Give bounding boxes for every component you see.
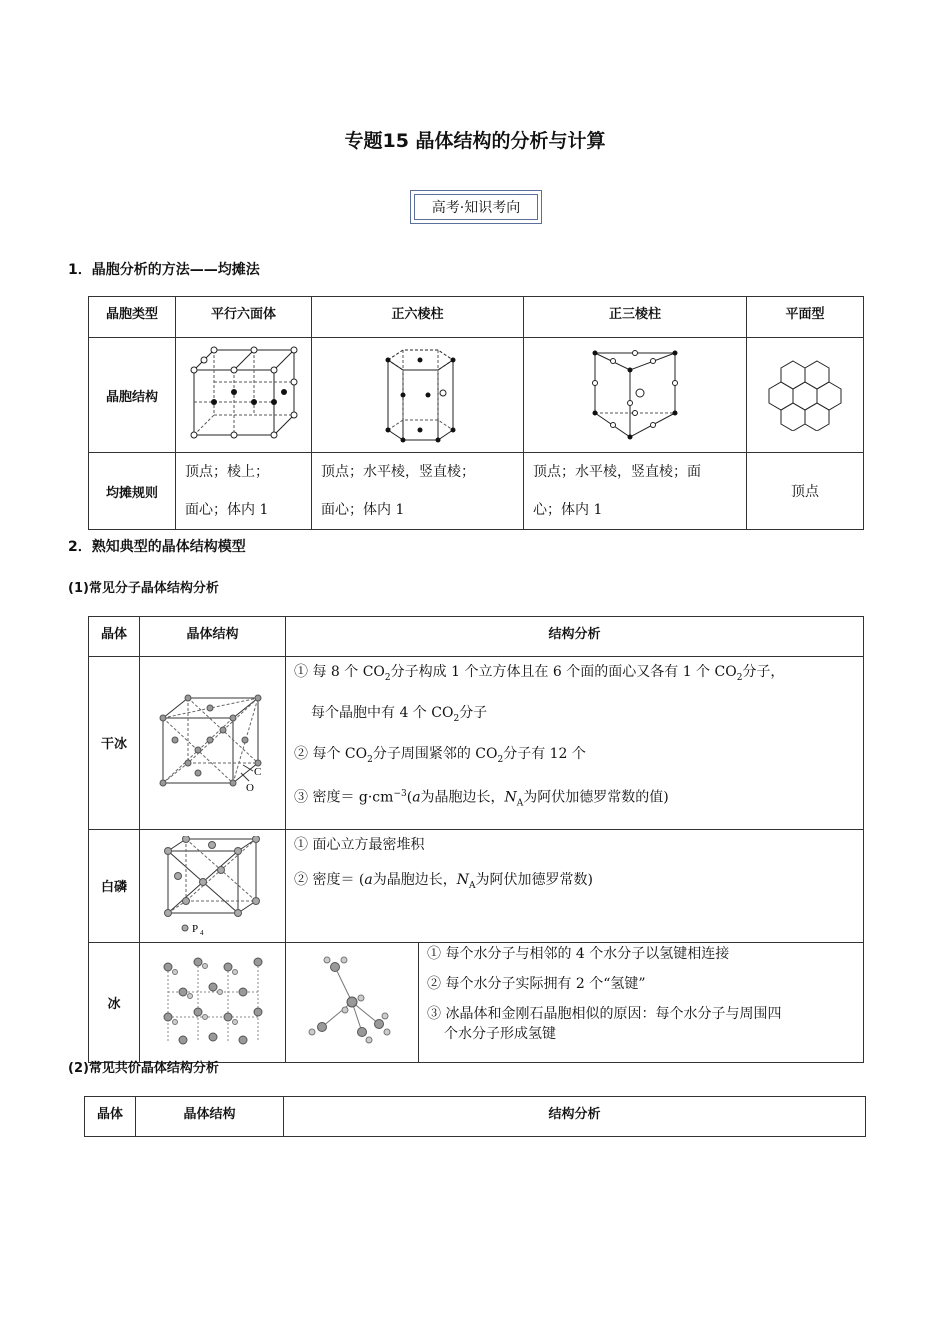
covalent-crystal-table xyxy=(84,1096,866,1137)
row-label-rule: 均摊规则 xyxy=(89,453,176,530)
ice-analysis xyxy=(419,942,864,1062)
covalent-header-analysis: 结构分析 xyxy=(284,1097,866,1137)
rule-parallelepiped xyxy=(176,453,312,530)
white-p-point1: ① 面心立方最密堆积 xyxy=(294,836,425,853)
planar-honeycomb-figure xyxy=(747,338,864,453)
header-crystal: 晶体 xyxy=(89,617,140,657)
header-planar: 平面型 xyxy=(747,297,864,338)
dry-ice-analysis xyxy=(286,657,864,830)
section1-heading: 1．晶胞分析的方法——均摊法 xyxy=(68,262,260,278)
covalent-header-structure: 晶体结构 xyxy=(136,1097,284,1137)
triangular-prism-figure xyxy=(524,338,747,453)
unit-cell-method-table xyxy=(88,296,864,530)
dry-ice-figure xyxy=(140,657,286,830)
topic-badge xyxy=(410,190,542,224)
ice-point2: ② 每个水分子实际拥有 2 个“氢键” xyxy=(427,975,646,992)
rule-tri-line2: 心；体内 1 xyxy=(533,502,603,518)
rule-hex-line1: 顶点；水平棱，竖直棱； xyxy=(321,464,475,480)
dry-ice-label: 干冰 xyxy=(89,657,140,830)
covalent-header-crystal: 晶体 xyxy=(85,1097,136,1137)
dry-ice-point1b: 每个晶胞中有 4 个 $CO_2$分子 xyxy=(311,704,488,724)
white-phosphorus-legend-sub: 4 xyxy=(199,928,203,936)
white-phosphorus-legend: P xyxy=(191,922,198,935)
molecular-crystal-table xyxy=(88,616,864,1063)
dry-ice-label-c: C xyxy=(253,765,261,778)
dry-ice-point2: ② 每个 $CO_2$分子周围紧邻的 $CO_2$分子有 12 个 xyxy=(294,745,586,765)
dry-ice-point1: ① 每 8 个 $CO_2$分子构成 1 个立方体且在 6 个面的面心又各有 1 个 $CO_2$分子， xyxy=(294,664,785,683)
rule-parallelepiped-line2: 面心；体内 1 xyxy=(185,502,269,518)
header-structure: 晶体结构 xyxy=(140,617,286,657)
hexagonal-prism-figure xyxy=(312,338,524,453)
header-hexagonal-prism: 正六棱柱 xyxy=(312,297,524,338)
ice-label: 冰 xyxy=(89,942,140,1062)
white-p-point2: ② 密度＝ (a为晶胞边长，$N_A$为阿伏加德罗常数) xyxy=(294,871,593,891)
row-label-structure: 晶胞结构 xyxy=(89,338,176,453)
ice-lattice-figure xyxy=(140,942,286,1062)
rule-parallelepiped-line1: 顶点；棱上； xyxy=(185,464,269,480)
rule-hex-line2: 面心；体内 1 xyxy=(321,502,405,518)
white-phosphorus-figure xyxy=(140,829,286,942)
dry-ice-label-o: O xyxy=(245,781,254,793)
header-cell-type: 晶胞类型 xyxy=(89,297,176,338)
rule-triangular xyxy=(524,453,747,530)
section2-heading: 2．熟知典型的晶体结构模型 xyxy=(68,539,246,555)
parallelepiped-figure xyxy=(176,338,312,453)
water-tetrahedral-figure xyxy=(286,942,419,1062)
ice-point1: ① 每个水分子与相邻的 4 个水分子以氢键相连接 xyxy=(427,945,730,962)
header-triangular-prism: 正三棱柱 xyxy=(524,297,747,338)
header-parallelepiped: 平行六面体 xyxy=(176,297,312,338)
white-phosphorus-label: 白磷 xyxy=(89,829,140,942)
header-analysis: 结构分析 xyxy=(286,617,864,657)
topic-badge-label: 高考·知识考向 xyxy=(414,194,538,220)
white-phosphorus-analysis xyxy=(286,829,864,942)
ice-point3: ③ 冰晶体和金刚石晶胞相似的原因：每个水分子与周围四 个水分子形成氢键 xyxy=(427,1005,782,1042)
dry-ice-point3: ③ 密度＝ $g\cdot cm^{-3}(a$为晶胞边长，$N_A$为阿伏加德罗常数的值) xyxy=(294,789,669,809)
rule-planar: 顶点 xyxy=(747,453,864,530)
page-title: 专题15 晶体结构的分析与计算 xyxy=(344,130,606,152)
subsection1-heading: (1)常见分子晶体结构分析 xyxy=(68,581,219,596)
subsection2-heading: (2)常见共价晶体结构分析 xyxy=(68,1061,219,1076)
rule-hexagonal xyxy=(312,453,524,530)
rule-tri-line1: 顶点；水平棱，竖直棱；面 xyxy=(533,464,701,480)
